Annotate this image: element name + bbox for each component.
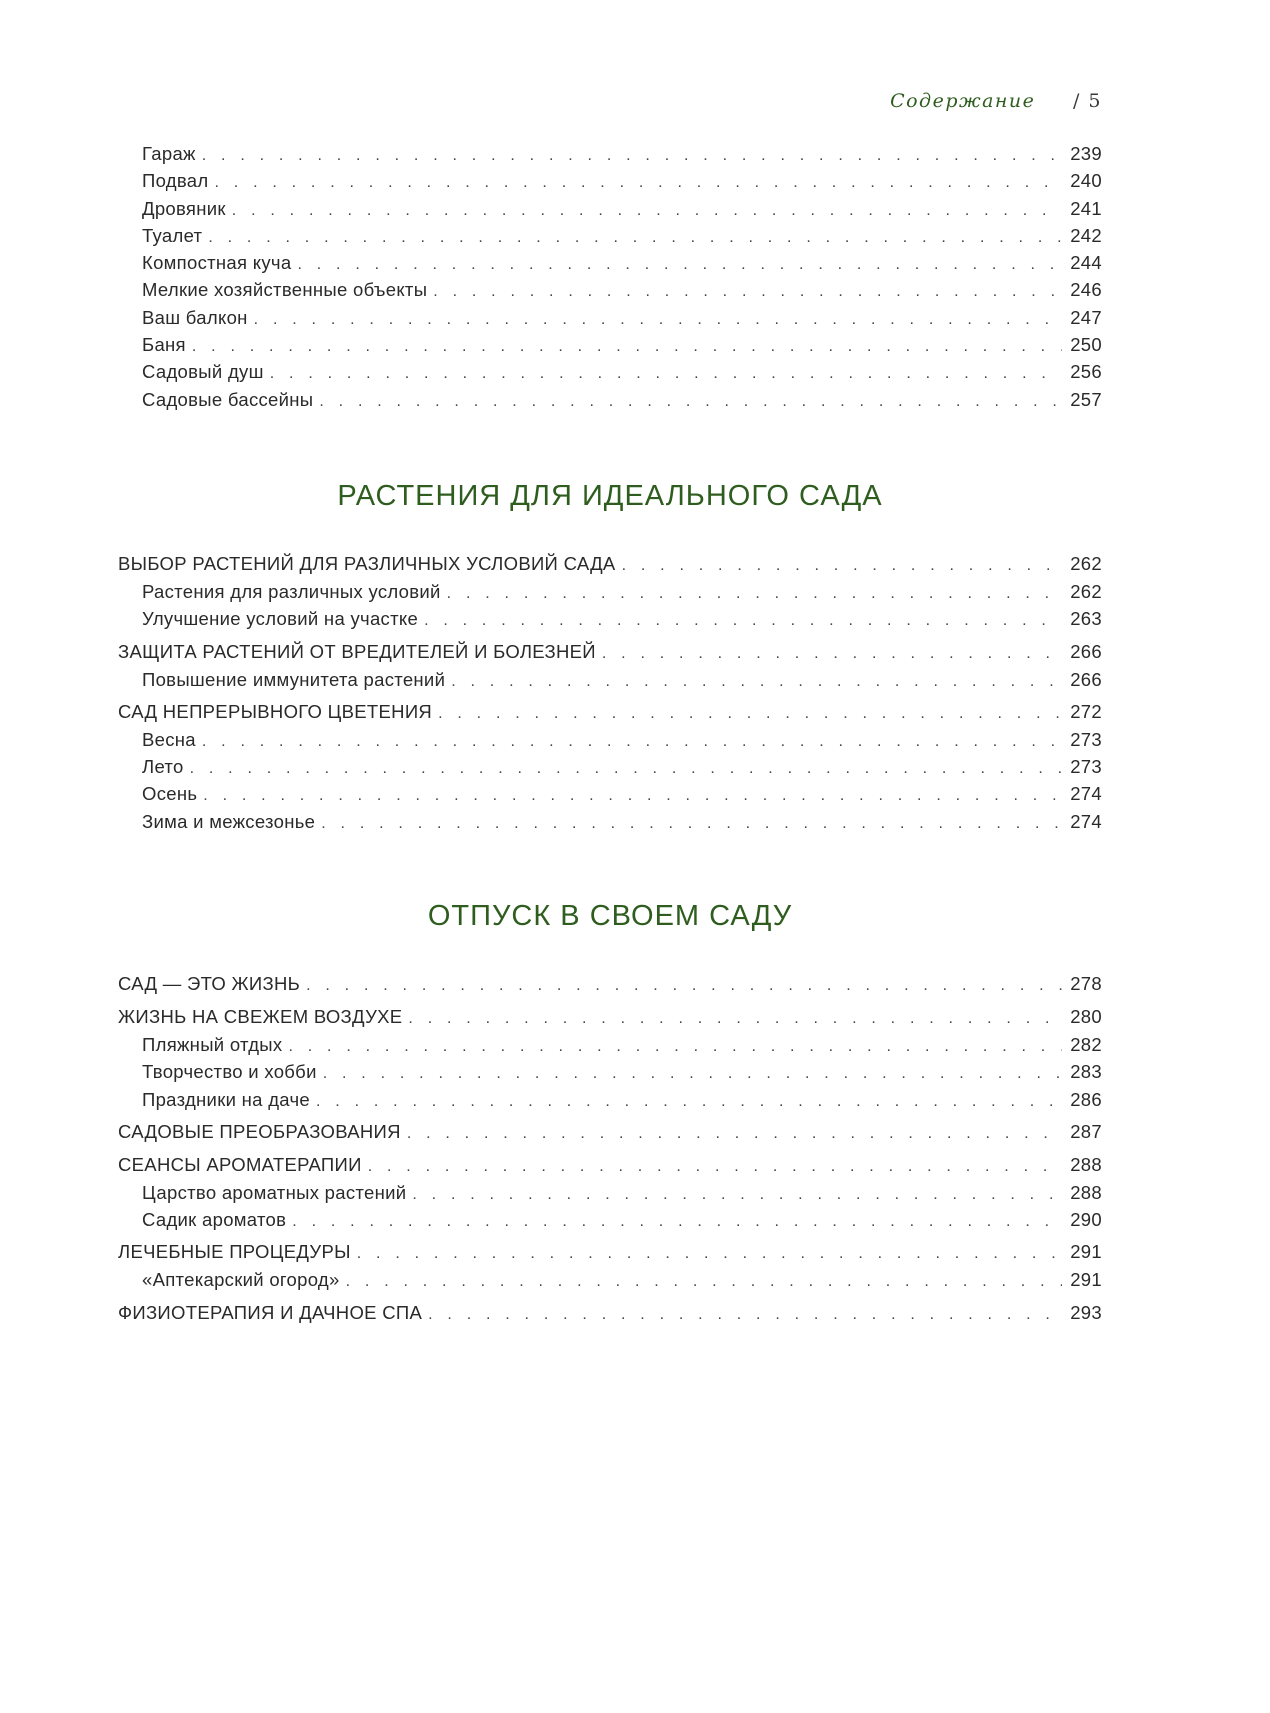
- toc-entry[interactable]: [118, 307, 1102, 334]
- leader-dots: [602, 645, 1062, 663]
- toc-entry-page: 274: [1070, 810, 1102, 832]
- toc-entry-page: 262: [1070, 581, 1102, 602]
- toc-entry-page: 256: [1070, 361, 1102, 383]
- toc-entry-label: «Аптекарский огород»: [142, 1269, 340, 1291]
- toc-entry-label: Гараж: [142, 143, 196, 164]
- leader-dots: [321, 815, 1062, 833]
- toc-chapter-entry[interactable]: [118, 701, 1102, 729]
- leader-dots: [190, 760, 1063, 778]
- leader-dots: [447, 585, 1063, 603]
- toc-entry-label: Ваш балкон: [142, 306, 248, 328]
- toc-entry[interactable]: [118, 783, 1102, 810]
- toc-entry-label: Царство ароматных растений: [142, 1181, 407, 1203]
- leader-dots: [357, 1245, 1062, 1263]
- toc-entry-label: Творчество и хобби: [142, 1061, 317, 1083]
- toc-entry-label: ЗАЩИТА РАСТЕНИЙ ОТ ВРЕДИТЕЛЕЙ И БОЛЕЗНЕЙ: [118, 640, 596, 662]
- toc-entry-page: 246: [1070, 279, 1102, 301]
- toc-entry-page: 263: [1070, 608, 1102, 630]
- toc-entry[interactable]: [118, 361, 1102, 388]
- toc-entry[interactable]: [118, 811, 1102, 838]
- leader-dots: [433, 283, 1062, 301]
- toc-entry-label: Весна: [142, 728, 196, 750]
- toc-entry[interactable]: [118, 1209, 1102, 1236]
- section-heading: ОТПУСК В СВОЕМ САДУ: [427, 900, 793, 932]
- leader-dots: [254, 311, 1063, 329]
- leader-dots: [424, 612, 1062, 630]
- toc-chapter-entry[interactable]: [118, 1302, 1102, 1330]
- toc-entry-page: 278: [1070, 973, 1102, 994]
- leader-dots: [438, 705, 1062, 723]
- toc-entry-label: Мелкие хозяйственные объекты: [142, 279, 428, 301]
- toc-entry-label: Праздники на даче: [142, 1088, 311, 1110]
- leader-dots: [368, 1158, 1063, 1176]
- toc-block-continued: [118, 143, 1102, 416]
- toc-entry-page: 266: [1070, 640, 1102, 662]
- toc-entry-page: 293: [1070, 1301, 1102, 1323]
- toc-entry-page: 240: [1070, 170, 1102, 192]
- leader-dots: [232, 202, 1062, 220]
- toc-entry[interactable]: [118, 608, 1102, 635]
- toc-entry-page: 244: [1070, 252, 1102, 274]
- toc-entry-page: 257: [1070, 388, 1102, 410]
- toc-entry[interactable]: [118, 389, 1102, 416]
- toc-entry-label: Лето: [142, 756, 184, 778]
- toc-entry-page: 291: [1070, 1269, 1102, 1291]
- toc-entry-label: Садовые бассейны: [142, 388, 314, 410]
- toc-entry[interactable]: [118, 1089, 1102, 1116]
- toc-entry[interactable]: [118, 252, 1102, 279]
- leader-dots: [323, 1065, 1063, 1083]
- toc-entry-page: 250: [1070, 334, 1102, 356]
- toc-entry[interactable]: [118, 1034, 1102, 1061]
- toc-entry[interactable]: [118, 1061, 1102, 1088]
- leader-dots: [346, 1273, 1063, 1291]
- toc-entry-label: Компостная куча: [142, 252, 292, 274]
- leader-dots: [319, 393, 1062, 411]
- leader-dots: [203, 787, 1062, 805]
- toc-entry-page: 290: [1070, 1209, 1102, 1231]
- toc-entry-label: ЖИЗНЬ НА СВЕЖЕМ ВОЗДУХЕ: [118, 1006, 403, 1027]
- toc-entry-label: Растения для различных условий: [142, 581, 441, 602]
- toc-entry-label: Садик ароматов: [142, 1209, 287, 1231]
- toc-block-plants: [118, 553, 1102, 838]
- toc-entry-label: САД — ЭТО ЖИЗНЬ: [118, 973, 301, 994]
- toc-entry-label: Повышение иммунитета растений: [142, 668, 446, 690]
- toc-entry-label: Пляжный отдых: [142, 1034, 283, 1055]
- toc-entry-label: Дровяник: [142, 197, 226, 219]
- leader-dots: [208, 229, 1062, 247]
- toc-entry-page: 247: [1070, 306, 1102, 328]
- toc-entry-label: Улучшение условий на участке: [142, 608, 419, 630]
- toc-entry[interactable]: [118, 1269, 1102, 1296]
- toc-entry-label: Осень: [142, 783, 198, 805]
- toc-entry-label: САД НЕПРЕРЫВНОГО ЦВЕТЕНИЯ: [118, 700, 433, 722]
- section-heading: РАСТЕНИЯ ДЛЯ ИДЕАЛЬНОГО САДА: [337, 480, 883, 512]
- toc-entry-page: 291: [1070, 1241, 1102, 1263]
- toc-entry-label: САДОВЫЕ ПРЕОБРАЗОВАНИЯ: [118, 1120, 401, 1142]
- toc-entry[interactable]: [118, 669, 1102, 696]
- toc-chapter-entry[interactable]: [118, 1241, 1102, 1269]
- toc-entry-page: 273: [1070, 756, 1102, 778]
- leader-dots: [270, 365, 1062, 383]
- toc-entry[interactable]: [118, 279, 1102, 306]
- leader-dots: [622, 557, 1063, 575]
- leader-dots: [306, 977, 1062, 995]
- leader-dots: [407, 1125, 1062, 1143]
- toc-chapter-entry[interactable]: [118, 553, 1102, 581]
- toc-entry-page: 274: [1070, 783, 1102, 805]
- toc-entry-page: 273: [1070, 728, 1102, 750]
- toc-entry-label: Туалет: [142, 224, 203, 246]
- leader-dots: [202, 147, 1062, 165]
- toc-entry-page: 262: [1070, 553, 1102, 574]
- toc-entry-page: 280: [1070, 1006, 1102, 1027]
- toc-entry[interactable]: [118, 729, 1102, 756]
- toc-chapter-entry[interactable]: [118, 973, 1102, 1001]
- toc-entry-page: 239: [1070, 143, 1102, 164]
- toc-entry-page: 241: [1070, 197, 1102, 219]
- toc-entry-page: 283: [1070, 1061, 1102, 1083]
- toc-entry-page: 272: [1070, 700, 1102, 722]
- leader-dots: [214, 174, 1062, 192]
- toc-entry-label: Подвал: [142, 170, 209, 192]
- toc-entry-label: Зима и межсезонье: [142, 810, 316, 832]
- toc-chapter-entry[interactable]: [118, 1154, 1102, 1182]
- toc-chapter-entry[interactable]: [118, 1121, 1102, 1149]
- leader-dots: [297, 256, 1062, 274]
- toc-chapter-entry[interactable]: [118, 641, 1102, 669]
- toc-entry-page: 286: [1070, 1088, 1102, 1110]
- toc-entry-page: 288: [1070, 1153, 1102, 1175]
- toc-entry-label: ФИЗИОТЕРАПИЯ И ДАЧНОЕ СПА: [118, 1301, 423, 1323]
- toc-entry[interactable]: [118, 170, 1102, 197]
- toc-entry-label: Баня: [142, 334, 186, 356]
- running-head: [890, 90, 1102, 112]
- toc-entry[interactable]: [118, 225, 1102, 252]
- leader-dots: [202, 733, 1062, 751]
- toc-chapter-entry[interactable]: [118, 1006, 1102, 1034]
- page-number: / 5: [1072, 90, 1102, 112]
- toc-entry[interactable]: [118, 756, 1102, 783]
- leader-dots: [192, 338, 1062, 356]
- toc-entry-page: 282: [1070, 1034, 1102, 1055]
- leader-dots: [288, 1038, 1062, 1056]
- toc-entry[interactable]: [118, 198, 1102, 225]
- toc-entry-label: ЛЕЧЕБНЫЕ ПРОЦЕДУРЫ: [118, 1241, 351, 1263]
- toc-entry[interactable]: [118, 581, 1102, 608]
- toc-entry-label: ВЫБОР РАСТЕНИЙ ДЛЯ РАЗЛИЧНЫХ УСЛОВИЙ САДА: [118, 553, 616, 574]
- toc-entry[interactable]: [118, 143, 1102, 170]
- toc-entry-page: 287: [1070, 1120, 1102, 1142]
- toc-entry-page: 242: [1070, 224, 1102, 246]
- leader-dots: [408, 1010, 1062, 1028]
- toc-entry-label: Садовый душ: [142, 361, 264, 383]
- toc-block-vacation: [118, 973, 1102, 1330]
- toc-entry[interactable]: [118, 1182, 1102, 1209]
- leader-dots: [292, 1213, 1062, 1231]
- toc-entry-label: СЕАНСЫ АРОМАТЕРАПИИ: [118, 1153, 362, 1175]
- leader-dots: [316, 1093, 1062, 1111]
- toc-entry-page: 288: [1070, 1181, 1102, 1203]
- leader-dots: [412, 1186, 1062, 1204]
- toc-entry[interactable]: [118, 334, 1102, 361]
- running-head-title: Содержание: [890, 90, 1036, 112]
- toc-entry-page: 266: [1070, 668, 1102, 690]
- leader-dots: [428, 1306, 1062, 1324]
- leader-dots: [451, 673, 1062, 691]
